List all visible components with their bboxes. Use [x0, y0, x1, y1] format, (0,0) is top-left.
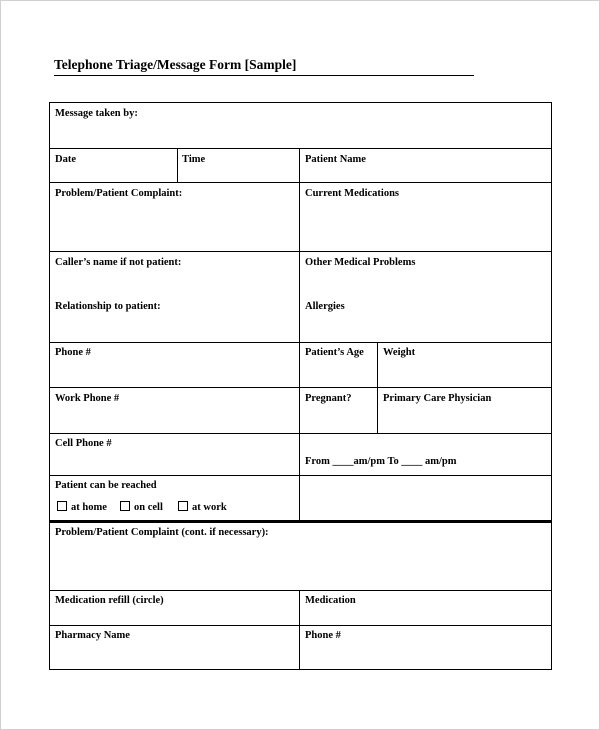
availability-hours: From ____am/pm To ____ am/pm	[305, 456, 457, 467]
weight-label: Weight	[383, 347, 416, 358]
row-divider	[50, 433, 551, 434]
medication-label: Medication	[305, 595, 356, 606]
row-divider	[50, 625, 551, 626]
on-cell-checkbox[interactable]	[120, 501, 130, 511]
row-divider	[50, 251, 551, 252]
on-cell-label: on cell	[134, 502, 163, 513]
cell-phone-label: Cell Phone #	[55, 438, 112, 449]
patients-age-label: Patient’s Age	[305, 347, 364, 358]
at-home-checkbox[interactable]	[57, 501, 67, 511]
caller-name-label: Caller’s name if not patient:	[55, 257, 182, 268]
at-work-option[interactable]	[178, 501, 227, 513]
column-divider	[299, 590, 300, 669]
at-home-option[interactable]	[57, 501, 107, 513]
row-divider	[50, 387, 551, 388]
complaint-continued-label: Problem/Patient Complaint (cont. if necessary):	[55, 527, 269, 538]
primary-care-physician-label: Primary Care Physician	[383, 393, 492, 404]
patient-name-label: Patient Name	[305, 154, 366, 165]
triage-form-table	[49, 102, 552, 670]
column-divider	[377, 342, 378, 433]
row-divider	[50, 182, 551, 183]
complaint-label: Problem/Patient Complaint:	[55, 188, 183, 199]
other-medical-problems-label: Other Medical Problems	[305, 257, 416, 268]
section-divider	[50, 520, 551, 523]
relationship-label: Relationship to patient:	[55, 301, 161, 312]
pharmacy-name-label: Pharmacy Name	[55, 630, 130, 641]
row-divider	[50, 475, 551, 476]
row-divider	[50, 342, 551, 343]
date-label: Date	[55, 154, 76, 165]
work-phone-label: Work Phone #	[55, 393, 120, 404]
on-cell-option[interactable]	[120, 501, 163, 513]
phone-label: Phone #	[55, 347, 91, 358]
form-title: Telephone Triage/Message Form [Sample]	[54, 57, 297, 72]
patient-reached-label: Patient can be reached	[55, 480, 157, 491]
medication-refill-label: Medication refill (circle)	[55, 595, 164, 606]
at-work-checkbox[interactable]	[178, 501, 188, 511]
current-medications-label: Current Medications	[305, 188, 400, 199]
at-home-label: at home	[71, 502, 107, 513]
title-underline	[54, 75, 474, 76]
allergies-label: Allergies	[305, 301, 345, 312]
pregnant-label: Pregnant?	[305, 393, 352, 404]
column-divider	[177, 148, 178, 182]
message-taken-by-label: Message taken by:	[55, 108, 138, 119]
row-divider	[50, 590, 551, 591]
at-work-label: at work	[192, 502, 227, 513]
pharmacy-phone-label: Phone #	[305, 630, 341, 641]
row-divider	[50, 148, 551, 149]
time-label: Time	[182, 154, 206, 165]
column-divider	[299, 148, 300, 521]
